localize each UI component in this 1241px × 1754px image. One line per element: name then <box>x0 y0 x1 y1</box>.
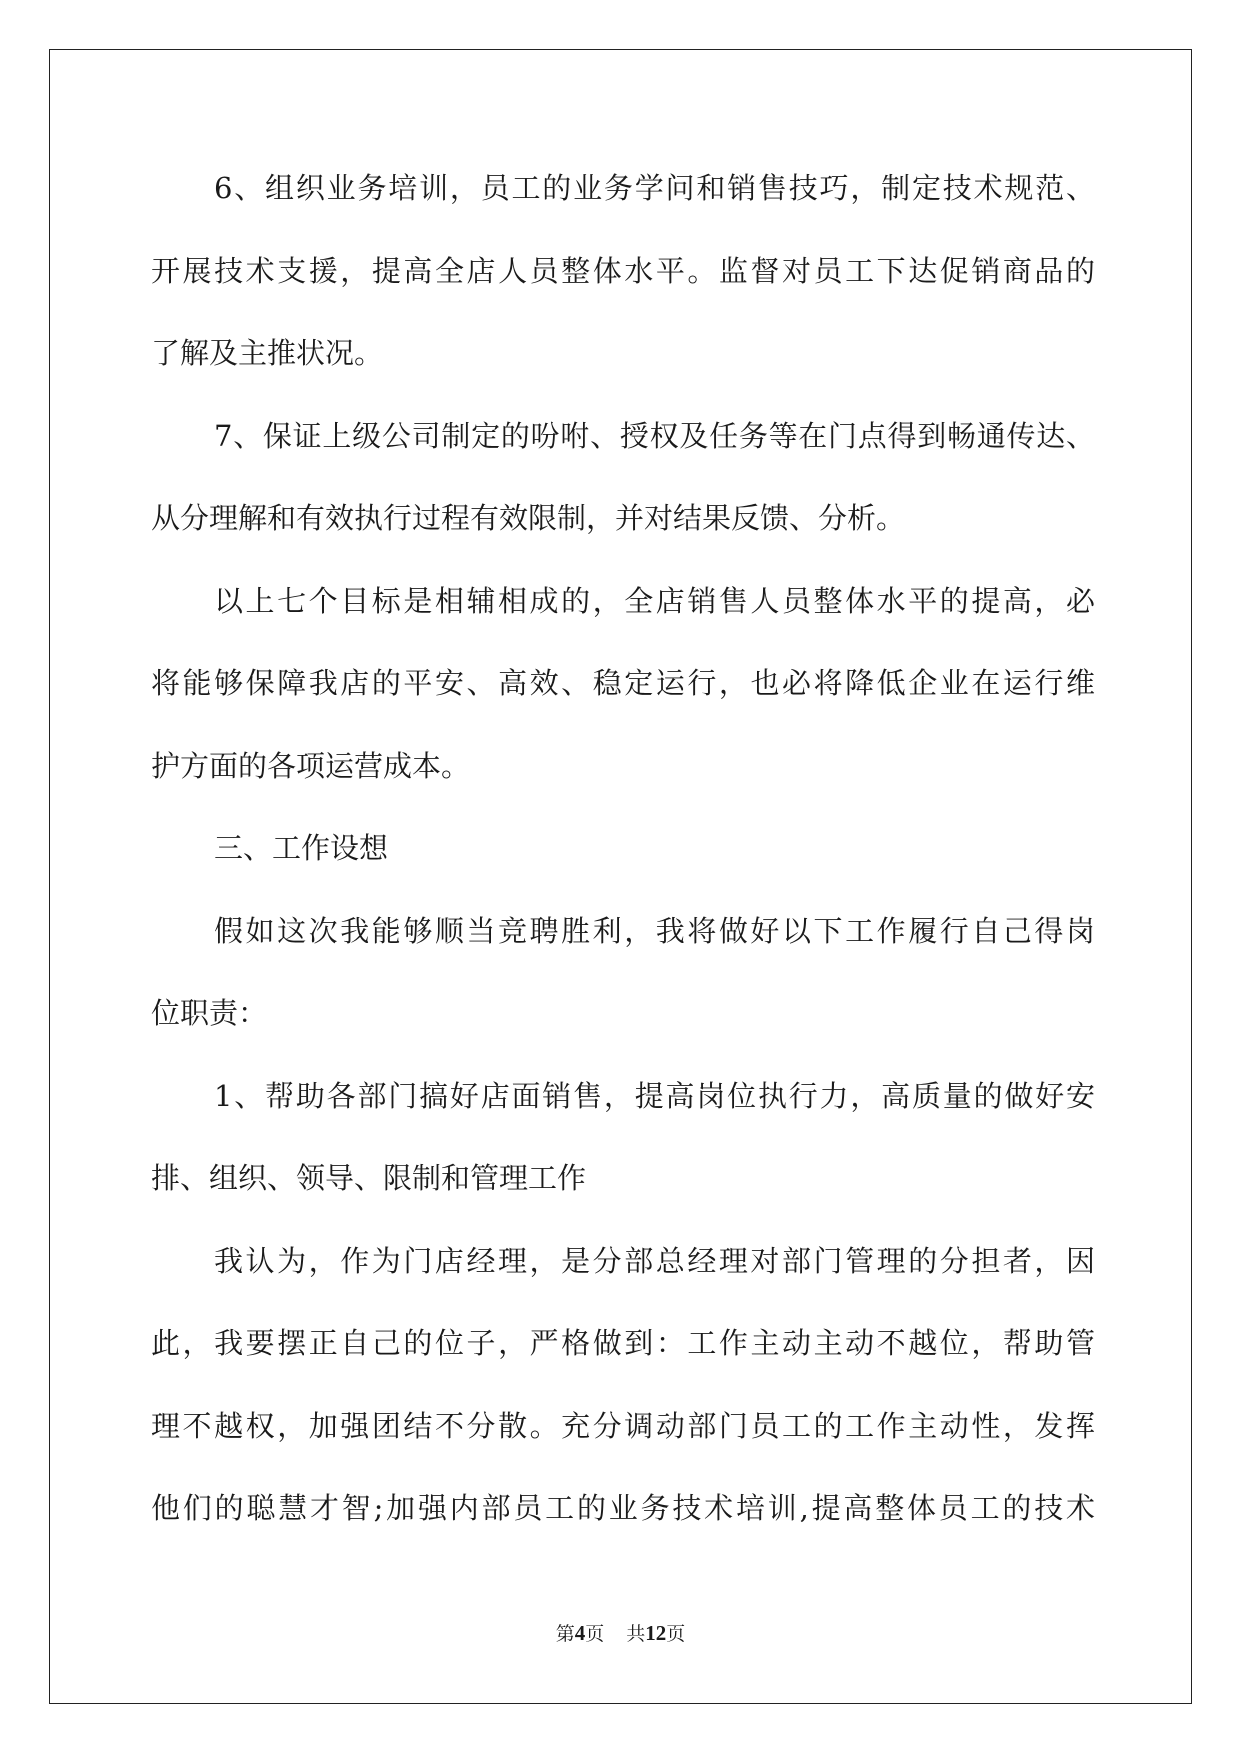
opinion-line-1: 我认为，作为门店经理，是分部总经理对部门管理的分担者，因 <box>214 1243 1095 1278</box>
item-1-line-1: 1、帮助各部门搞好店面销售，提高岗位执行力，高质量的做好安 <box>214 1078 1095 1113</box>
paragraph-6-line-1: 6、组织业务培训，员工的业务学问和销售技巧，制定技术规范、 <box>214 171 1095 205</box>
paragraph-7-line-2: 从分理解和有效执行过程有效限制，并对结果反馈、分析。 <box>151 501 906 535</box>
document-body <box>151 166 1095 1569</box>
section-heading-work-plan: 三、工作设想 <box>214 831 389 865</box>
footer-page-number: 4 <box>574 1621 586 1645</box>
paragraph-6-line-2: 开展技术支援，提高全店人员整体水平。监督对员工下达促销商品的 <box>151 253 1095 288</box>
if-paragraph-line-1: 假如这次我能够顺当竞聘胜利，我将做好以下工作履行自己得岗 <box>214 913 1095 948</box>
opinion-line-2: 此，我要摆正自己的位子，严格做到：工作主动主动不越位，帮助管 <box>151 1326 1095 1360</box>
if-paragraph-line-2: 位职责： <box>151 996 268 1030</box>
footer-page-prefix: 第 <box>555 1623 575 1645</box>
footer-page-suffix: 页 <box>585 1623 605 1645</box>
summary-line-2: 将能够保障我店的平安、高效、稳定运行，也必将降低企业在运行维 <box>151 666 1095 700</box>
paragraph-6-line-3: 了解及主推状况。 <box>151 336 384 370</box>
opinion-line-3: 理不越权，加强团结不分散。充分调动部门员工的工作主动性，发挥 <box>151 1408 1095 1443</box>
item-1-line-2: 排、组织、领导、限制和管理工作 <box>151 1161 587 1195</box>
opinion-line-4: 他们的聪慧才智;加强内部员工的业务技术培训,提高整体员工的技术 <box>151 1491 1095 1525</box>
paragraph-7-line-1: 7、保证上级公司制定的吩咐、授权及任务等在门点得到畅通传达、 <box>214 418 1095 453</box>
summary-line-3: 护方面的各项运营成本。 <box>151 748 471 783</box>
footer-total-suffix: 页 <box>666 1623 686 1645</box>
footer-total-number: 12 <box>645 1621 667 1645</box>
page-footer <box>0 1619 1241 1646</box>
summary-line-1: 以上七个目标是相辅相成的，全店销售人员整体水平的提高，必 <box>214 583 1095 618</box>
footer-total-prefix: 共 <box>626 1623 646 1645</box>
